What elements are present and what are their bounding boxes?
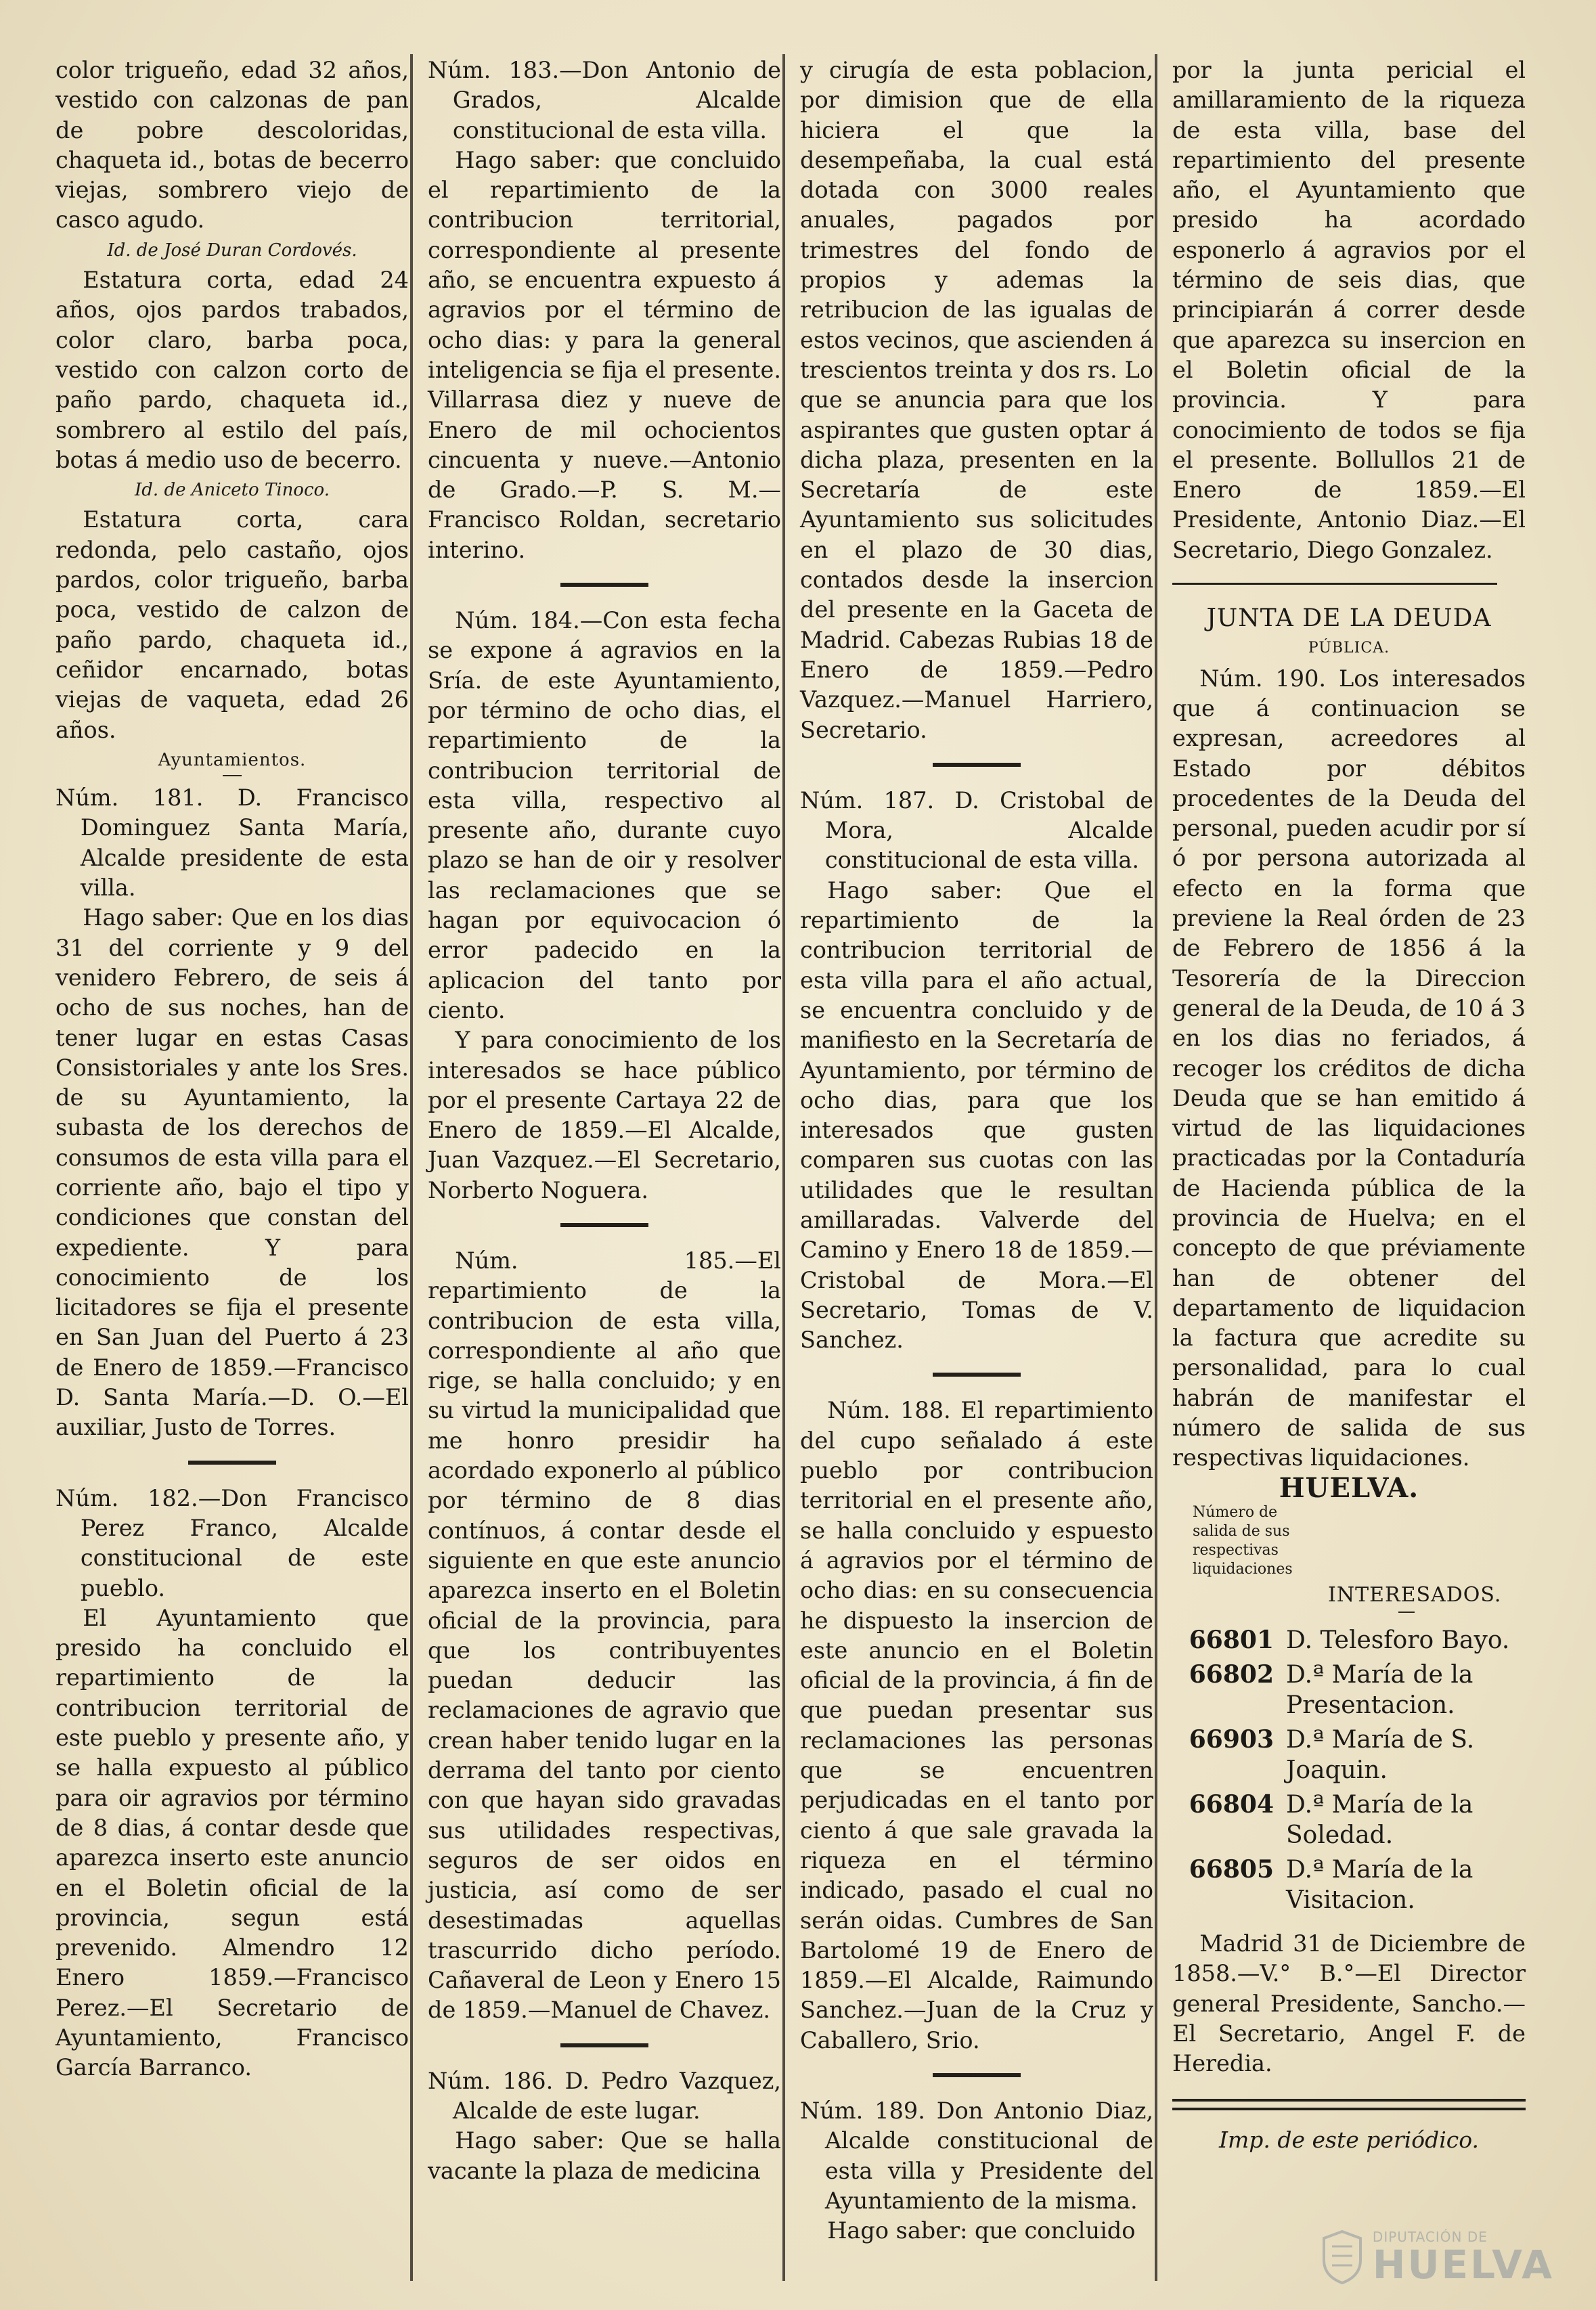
notice-body: Núm. 188. El repartimiento del cupo señalado á este pueblo por contribucion territorial en el presente año, se halla concluido y espuesto á agravios por el término de ocho dias: en su consecuencia he dispuesto la insercion de este anuncio en el Boletin oficial de la provincia, á fin de que puedan presentar sus reclamaciones las personas que se encuentren perjudicadas en el tanto por ciento á que sale gravada la riqueza en el término indicado, pasado el cual no serán oidas. Cumbres de San Bartolomé 19 de Enero de 1859.—El Alcalde, Raimundo Sanchez.—Juan de la Cruz y Caballero, Srio. — [800, 1397, 1153, 2053]
notice-heading: Núm. 189. Don Antonio Diaz, Alcalde constitucional de esta villa y Presidente del Ayuntamiento de la misma. — [800, 2097, 1153, 2214]
notice-heading: Núm. 182.—Don Francisco Perez Franco, Alcalde constitucional de este pueblo. — [56, 1484, 409, 1601]
watermark-main: HUELVA — [1372, 2242, 1554, 2288]
notice-heading: Núm. 186. D. Pedro Vazquez, Alcalde de este lugar. — [428, 2067, 781, 2124]
entry-name: D.ª María de la Visitacion. — [1286, 1855, 1473, 1914]
junta-heading: JUNTA DE LA DEUDA — [1206, 604, 1492, 633]
table-header — [1172, 1503, 1526, 1625]
entry-name: D.ª María de la Soledad. — [1286, 1790, 1473, 1849]
watermark-logo — [1318, 2229, 1554, 2288]
separator — [933, 1373, 1021, 1377]
heading-dash — [223, 775, 242, 776]
column-note: Número de salida de sus respectivas liquidaciones — [1193, 1503, 1293, 1578]
notice-body: Núm. 184.—Con esta fecha se expone á agravios en la Sría. de este Ayuntamiento, por término de ocho dias, el repartimiento de la contribucion territorial de esta villa, respectivo al presente año, durante cuyo plazo se han de oir y resolver las reclamaciones que se hagan por equivocacion ó error padecido en la aplicacion del tanto por ciento. — [428, 607, 781, 1023]
entry-number: 66802 — [1189, 1660, 1274, 1689]
column-rule — [1155, 54, 1157, 2281]
signature-heading: Id. de Aniceto Tinoco. — [135, 480, 330, 501]
description-paragraph: color trigueño, edad 32 años, vestido con calzonas de pan de pobre descoloridas, chaqueta id., botas de becerro viejas, sombrero viejo de casco agudo. — [56, 57, 409, 234]
entry-number: 66903 — [1189, 1725, 1274, 1754]
watermark-top: DIPUTACIÓN DE — [1372, 2229, 1488, 2245]
signature-heading: Id. de José Duran Cordovés. — [107, 240, 357, 261]
column-1 — [56, 55, 409, 2083]
separator — [560, 1223, 648, 1227]
column-4 — [1172, 55, 1526, 2156]
column-rule — [782, 54, 785, 2281]
entry-name: D.ª María de S. Joaquin. — [1286, 1725, 1475, 1784]
column-rule — [410, 54, 413, 2281]
description-paragraph: Estatura corta, cara redonda, pelo castaño, ojos pardos, color trigueño, barba poca, vestido de calzon de paño pardo, chaqueta id., ceñidor encarnado, botas viejas de vaqueta, edad 26 años. — [56, 506, 409, 743]
separator — [560, 2043, 648, 2047]
list-item — [1172, 1725, 1526, 1785]
list-item — [1172, 1854, 1526, 1915]
printer-imprint: Imp. de este periódico. — [1218, 2127, 1480, 2154]
notice-body: Núm. 185.—El repartimiento de la contribucion de esta villa, correspondiente al año que rige, se halla concluido; y en su virtud la municipalidad que me honro presidir ha acordado exponerlo al público por término de 8 dias contínuos, á contar desde el siguiente en que este anuncio aparezca inserto en el Boletin oficial de la provincia, para que los contribuyentes puedan deducir las reclamaciones de agravio que crean haber tenido lugar en la derrama del tanto por ciento con que hayan sido gravadas sus utilidades respectivas, seguros de ser oidos en justicia, así como de ser desestimadas aquellas trascurrido dicho período. Cañaveral de Leon y Enero 15 de 1859.—Manuel de Chavez. — [428, 1247, 781, 2024]
junta-subheading: PÚBLICA. — [1308, 640, 1390, 657]
notice-body: Núm. 190. Los interesados que á continuacion se expresan, acreedores al Estado por débitos procedentes de la Deuda del personal, pueden acudir por sí ó por persona autorizada al efecto en la forma que previene la Real órden de 23 de Febrero de 1856 á la Tesorería de la Direccion general de la Deuda, de 10 á 3 en los dias no feriados, á recoger los créditos de dicha Deuda que se han emitido á virtud de las liquidaciones practicadas por la Contaduría de Hacienda pública de la provincia de Huelva; en el concepto de que préviamente han de obtener del departamento de liquidacion la factura que acredite su personalidad, para lo cual habrán de manifestar el número de salida de sus respectivas liquidaciones. — [1172, 665, 1526, 1471]
description-paragraph: Estatura corta, edad 24 años, ojos pardos trabados, color claro, barba poca, vestido con calzon corto de paño pardo, chaqueta id., sombrero al estilo del país, botas á medio uso de becerro. — [56, 267, 409, 473]
notice-signature: Madrid 31 de Diciembre de 1858.—V.° B.°—El Director general Presidente, Sancho.—El Secretario, Angel F. de Heredia. — [1172, 1930, 1526, 2077]
notice-body: Hago saber: Que el repartimiento de la contribucion territorial de esta villa para el año actual, se encuentra concluido y de manifiesto en la Secretaría de Ayuntamiento, por término de ocho dias, para que los interesados que gusten comparen sus cuotas con las utilidades que le resultan amillaradas. Valverde del Camino y Enero 18 de 1859.—Cristobal de Mora.—El Secretario, Tomas de V. Sanchez. — [800, 876, 1153, 1354]
heading-dash — [1398, 1612, 1415, 1613]
notice-heading: Núm. 181. D. Francisco Dominguez Santa María, Alcalde presidente de esta villa. — [56, 784, 409, 902]
entries-list — [1172, 1625, 1526, 1915]
separator — [188, 1461, 276, 1465]
notice-body: Hago saber: que concluido — [827, 2217, 1136, 2244]
notice-body: Y para conocimiento de los interesados se hace público por el presente Cartaya 22 de Enero de 1859.—El Alcalde, Juan Vazquez.—El Secretario, Norberto Noguera. — [428, 1027, 781, 1203]
separator — [1172, 583, 1497, 585]
list-item — [1172, 1625, 1526, 1656]
province-heading: HUELVA. — [1279, 1471, 1419, 1504]
notice-body: Hago saber: Que en los dias 31 del corriente y 9 del venidero Febrero, de seis á ocho de sus noches, han de tener lugar en estas Casas Consistoriales y ante los Sres. de su Ayuntamiento, la subasta de los derechos de consumos de esta villa para el corriente año, bajo el tipo y condiciones que constan del expediente. Y para conocimiento de los licitadores se fija el presente en San Juan del Puerto á 23 de Enero de 1859.—Francisco D. Santa María.—D. O.—El auxiliar, Justo de Torres. — [56, 904, 409, 1441]
separator — [933, 763, 1021, 767]
entry-number: 66801 — [1189, 1625, 1274, 1654]
interesados-label: INTERESADOS. — [1328, 1582, 1502, 1607]
entry-number: 66805 — [1189, 1854, 1274, 1884]
section-heading: Ayuntamientos. — [158, 749, 307, 770]
notice-heading: Núm. 183.—Don Antonio de Grados, Alcalde constitucional de esta villa. — [428, 57, 781, 143]
double-rule — [1172, 2099, 1526, 2110]
notice-body: Hago saber: Que se halla vacante la plaza de medicina — [428, 2127, 781, 2184]
entry-number: 66804 — [1189, 1790, 1274, 1819]
notice-body: por la junta pericial el amillaramiento de la riqueza de esta villa, base del repartimiento del presente año, el Ayuntamiento que presido ha acordado esponerlo á agravios por el término de seis dias, que principiarán á correr desde que aparezca su insercion en el Boletin oficial de la provincia. Y para conocimiento de todos se fija el presente. Bollullos 21 de Enero de 1859.—El Presidente, Antonio Diaz.—El Secretario, Diego Gonzalez. — [1172, 57, 1526, 563]
notice-heading: Núm. 187. D. Cristobal de Mora, Alcalde constitucional de esta villa. — [800, 786, 1153, 874]
column-2 — [428, 55, 781, 2186]
crest-icon — [1318, 2229, 1366, 2284]
list-item — [1172, 1660, 1526, 1720]
separator — [560, 583, 648, 587]
notice-body: y cirugía de esta poblacion, por dimision que de ella hiciera el que la desempeñaba, la cual está dotada con 3000 reales anuales, pagados por trimestres del fondo de propios y ademas la retribucion de las igualas de estos vecinos, que ascienden á trescientos treinta y dos rs. Lo que se anuncia para que los aspirantes que gusten optar á dicha plaza, presenten en la Secretaría de este Ayuntamiento sus solicitudes en el plazo de 30 dias, contados desde la insercion del presente en la Gaceta de Madrid. Cabezas Rubias 18 de Enero de 1859.—Pedro Vazquez.—Manuel Harriero, Secretario. — [800, 57, 1153, 743]
list-item — [1172, 1790, 1526, 1850]
separator — [933, 2073, 1021, 2077]
notice-body: Hago saber: que concluido el repartimiento de la contribucion territorial, correspondiente al presente año, se encuentra expuesto á agravios por el término de ocho dias: y para la general inteligencia se fija el presente. Villarrasa diez y nueve de Enero de mil ochocientos cincuenta y nueve.—Antonio de Grado.—P. S. M.—Francisco Roldan, secretario interino. — [428, 146, 781, 563]
entry-name: D.ª María de la Presentacion. — [1286, 1660, 1473, 1719]
column-3 — [800, 55, 1153, 2246]
notice-body: El Ayuntamiento que presido ha concluido el repartimiento de la contribucion territorial de este pueblo y presente año, y se halla expuesto al público para oir agravios por término de 8 dias, á contar desde que aparezca inserto este anuncio en el Boletin oficial de la provincia, segun está prevenido. Almendro 12 Enero 1859.—Francisco Perez.—El Secretario de Ayuntamiento, Francisco García Barranco. — [56, 1604, 409, 2081]
entry-name: D. Telesforo Bayo. — [1286, 1626, 1510, 1654]
